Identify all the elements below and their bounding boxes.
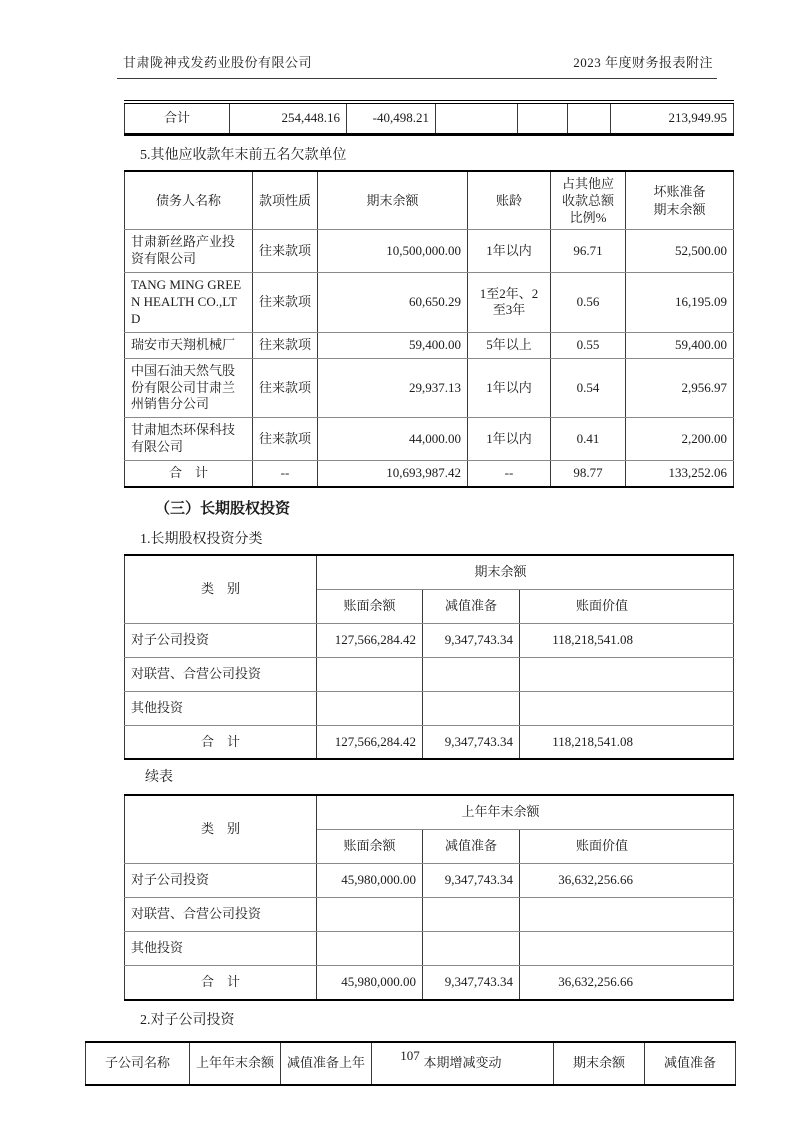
- impairment-empty: [423, 931, 520, 965]
- debtor-name: 甘肃旭杰环保科技有限公司: [125, 418, 253, 461]
- bad-debt: 52,500.00: [626, 230, 734, 273]
- total-label: 合 计: [125, 965, 317, 999]
- book-value-empty: [520, 691, 734, 725]
- aging: 1年以内: [468, 230, 551, 273]
- header-company-name: 甘肃陇神戎发药业股份有限公司: [123, 55, 313, 70]
- col-header-period-change: 本期增减变动: [372, 1042, 554, 1085]
- page-number: 107: [400, 1048, 420, 1063]
- nature: 往来款项: [253, 358, 318, 418]
- subsection-heading-subsidiaries: 2.对子公司投资: [140, 1012, 235, 1028]
- table-row: [125, 273, 734, 333]
- col-header-impairment: 减值准备: [645, 1042, 736, 1085]
- col-header-aging: 账龄: [468, 171, 551, 230]
- table-row: [125, 623, 734, 657]
- table-row: [125, 657, 734, 691]
- top5-debtors-table: [124, 170, 734, 488]
- subsection-heading-classification: 1.长期股权投资分类: [140, 532, 263, 548]
- debtor-name: 甘肃新丝路产业投资有限公司: [125, 230, 253, 273]
- col-header-prior-balance: 上年年末余额: [190, 1042, 281, 1085]
- col-header-impairment: 减值准备: [423, 589, 520, 623]
- book-balance-empty: [317, 898, 423, 932]
- book-value: 118,218,541.08: [520, 623, 734, 657]
- category-label: 对子公司投资: [125, 864, 317, 898]
- aging: 1年以内: [468, 418, 551, 461]
- ratio: 0.41: [551, 418, 626, 461]
- col-header-debtor: 债务人名称: [125, 171, 253, 230]
- total-value: 213,949.95: [611, 102, 734, 134]
- table-row: [125, 230, 734, 273]
- balance: 44,000.00: [318, 418, 468, 461]
- total-book-value: 36,632,256.66: [520, 965, 734, 999]
- balance: 60,650.29: [318, 273, 468, 333]
- bad-debt: 59,400.00: [626, 332, 734, 358]
- col-header-prior-impairment: 减值准备上年: [281, 1042, 372, 1085]
- header-doc-title: 2023 年度财务报表附注: [573, 55, 713, 70]
- total-book-balance: 45,980,000.00: [317, 965, 423, 999]
- category-label: 对联营、合营公司投资: [125, 898, 317, 932]
- lt-equity-current-table: [124, 554, 734, 760]
- col-header-book-value: 账面价值: [520, 589, 734, 623]
- total-label: 合 计: [125, 725, 317, 759]
- table-header-row: [125, 171, 734, 230]
- table-row: [125, 691, 734, 725]
- col-header-book-balance: 账面余额: [317, 589, 423, 623]
- book-balance-empty: [317, 657, 423, 691]
- aging: 5年以上: [468, 332, 551, 358]
- table-row: [125, 358, 734, 418]
- total-label: 合计: [125, 102, 230, 134]
- table-row: [125, 332, 734, 358]
- col-header-category: 类 别: [125, 555, 317, 623]
- nature: 往来款项: [253, 273, 318, 333]
- category-label: 其他投资: [125, 691, 317, 725]
- col-header-book-balance: 账面余额: [317, 830, 423, 864]
- table-total-row: [125, 725, 734, 759]
- total-book-value: 118,218,541.08: [520, 725, 734, 759]
- impairment-empty: [423, 657, 520, 691]
- total-value-empty: [568, 102, 611, 134]
- book-value-empty: [520, 931, 734, 965]
- debtor-name: 瑞安市天翔机械厂: [125, 332, 253, 358]
- section-heading-lt-equity: （三）长期股权投资: [155, 501, 291, 518]
- ratio: 0.54: [551, 358, 626, 418]
- impairment-empty: [423, 691, 520, 725]
- total-label: 合 计: [125, 461, 253, 487]
- ratio: 96.71: [551, 230, 626, 273]
- lt-equity-prior-table: [124, 794, 734, 1000]
- table-header-row: [125, 555, 734, 589]
- total-value-empty: [436, 102, 518, 134]
- aging: 1年以内: [468, 358, 551, 418]
- col-header-book-value: 账面价值: [520, 830, 734, 864]
- book-balance: 45,980,000.00: [317, 864, 423, 898]
- col-header-closing-balance: 期末余额: [554, 1042, 645, 1085]
- nature: 往来款项: [253, 418, 318, 461]
- impairment: 9,347,743.34: [423, 623, 520, 657]
- total-aging: --: [468, 461, 551, 487]
- table-row: [125, 931, 734, 965]
- col-header-nature: 款项性质: [253, 171, 318, 230]
- category-label: 对子公司投资: [125, 623, 317, 657]
- total-bad-debt: 133,252.06: [626, 461, 734, 487]
- previous-table-total-row: [124, 100, 734, 136]
- header-rule: [117, 78, 717, 79]
- total-nature: --: [253, 461, 318, 487]
- total-impairment: 9,347,743.34: [423, 725, 520, 759]
- book-value-empty: [520, 898, 734, 932]
- category-label: 对联营、合营公司投资: [125, 657, 317, 691]
- debtor-name: TANG MING GREEN HEALTH CO.,LTD: [125, 273, 253, 333]
- continuation-label: 续表: [145, 770, 173, 786]
- total-value: 254,448.16: [230, 102, 347, 134]
- col-header-subsidiary-name: 子公司名称: [86, 1042, 190, 1085]
- page-header: [123, 52, 713, 71]
- bad-debt: 16,195.09: [626, 273, 734, 333]
- book-value: 36,632,256.66: [520, 864, 734, 898]
- col-header-impairment: 减值准备: [423, 830, 520, 864]
- table-row: [125, 898, 734, 932]
- balance: 10,500,000.00: [318, 230, 468, 273]
- section-heading-top5-debtors: 5.其他应收款年末前五名欠款单位: [140, 147, 347, 163]
- table-total-row: [125, 461, 734, 487]
- table-total-row: [125, 965, 734, 999]
- book-balance: 127,566,284.42: [317, 623, 423, 657]
- ratio: 0.56: [551, 273, 626, 333]
- col-header-bad-debt: 坏账准备期末余额: [626, 171, 734, 230]
- col-header-ratio: 占其他应收款总额比例%: [551, 171, 626, 230]
- balance: 29,937.13: [318, 358, 468, 418]
- total-book-balance: 127,566,284.42: [317, 725, 423, 759]
- impairment-empty: [423, 898, 520, 932]
- category-label: 其他投资: [125, 931, 317, 965]
- total-impairment: 9,347,743.34: [423, 965, 520, 999]
- nature: 往来款项: [253, 332, 318, 358]
- impairment: 9,347,743.34: [423, 864, 520, 898]
- book-balance-empty: [317, 691, 423, 725]
- group-header-period: 期末余额: [317, 555, 734, 589]
- total-balance: 10,693,987.42: [318, 461, 468, 487]
- table-row: [125, 102, 734, 134]
- total-value: -40,498.21: [347, 102, 436, 134]
- table-row: [125, 418, 734, 461]
- col-header-category: 类 别: [125, 795, 317, 863]
- total-ratio: 98.77: [551, 461, 626, 487]
- group-header-period: 上年年末余额: [317, 795, 734, 829]
- balance: 59,400.00: [318, 332, 468, 358]
- ratio: 0.55: [551, 332, 626, 358]
- bad-debt: 2,200.00: [626, 418, 734, 461]
- col-header-balance: 期末余额: [318, 171, 468, 230]
- book-value-empty: [520, 657, 734, 691]
- total-value-empty: [518, 102, 568, 134]
- aging: 1至2年、2至3年: [468, 273, 551, 333]
- table-header-row: [125, 795, 734, 829]
- nature: 往来款项: [253, 230, 318, 273]
- bad-debt: 2,956.97: [626, 358, 734, 418]
- debtor-name: 中国石油天然气股份有限公司甘肃兰州销售分公司: [125, 358, 253, 418]
- book-balance-empty: [317, 931, 423, 965]
- table-row: [125, 864, 734, 898]
